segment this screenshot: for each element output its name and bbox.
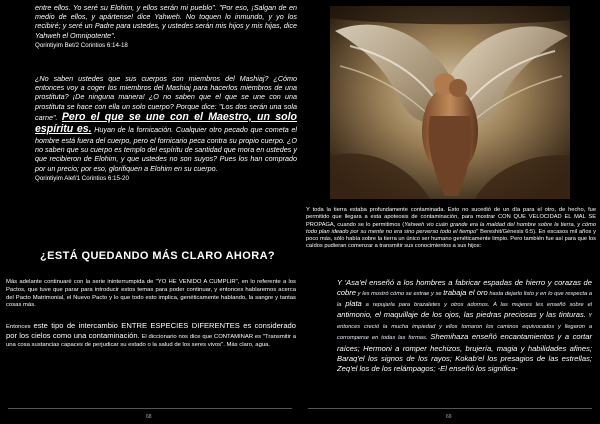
quote-block-2 [35, 74, 297, 183]
quote-segment: Y entonces creció la mucha impiedad y ellos tomaron los caminos equivocados y llegaron a corromperse en todas las formas. [337, 313, 592, 342]
paragraph-1: Más adelante continuaré con la serie ininterrumpida de "YO HE VENIDO A CUMPLIR", en lo referente a los Pactos, que tuve que parar para introducir estos temas para poder continuar, y entonces hablaremos acerca del Pacto Matrimonial, el Nuevo Pacto y lo que todo esto implica, genéticamente hablando, la sangre y tantas cosas más. [6, 279, 296, 309]
right-intro-paragraph [306, 207, 596, 251]
intro-quote: Yahweh vio cuán grande era la maldad del hombre sobre la tierra, y cómo todo plan ideado por su mente no era sino perverso todo el tiempo [306, 221, 597, 235]
intro-text-b: " Bereshit/Génesis 6:5). En escasos mil años y poco más, sólo había sobre la tierra un único ser humano genéticamente limpio. Pero también fue así para que los caídos pudieran comenzar a transmitir sus conocimientos a sus hijos: [306, 228, 596, 250]
quote-segment: trabaja el oro [443, 288, 488, 298]
page-number-right: 69 [446, 414, 452, 420]
quote-segment: Shemihaza enseñó encantamientos y a cortar raíces; Hermoni a romper hechizos, brujería, magia y habilidades afines; Baraq'el los signos de los rayos; Kokab'el los presagios de las estrellas; Zeq'el los de los relámpagos; -El enseñó los significa- [337, 332, 593, 373]
footer-rule [308, 408, 592, 409]
quote-segment: y les mostró cómo se extrae y se [356, 291, 444, 298]
paragraph-2-emphasis: este tipo de intercambio ENTRE ESPECIES DIFERENTES es considerado por los cielos como una contaminación. [6, 321, 296, 340]
quote-block-1 [35, 3, 297, 50]
fallen-angel-illustration [330, 6, 570, 199]
reference-1: Qorintiyim Bet/2 Corintios 6:14-18 [35, 41, 128, 49]
page-number-left: 68 [146, 414, 152, 420]
quote-2-text-b: Huyan de la fornicación. Cualquier otro pecado que cometa el hombre está fuera del cuerpo, pero el fornicario peca contra su propio cuerpo. ¿O no saben que su cuerpo es templo del espíritu de santidad que mora en ustedes y que recibieron de Elohim, y que ustedes no son suyos? Pues los han comprado por un precio; por eso, glorifiquen a Elohim en su cuerpo. [35, 125, 297, 173]
intro-text-a: Y toda la tierra estaba profundamente contaminada. Esto no sucedió de un día para el otro, de hecho, fue permitido que llegara a esta apoteosis de contaminación, para mostrar CON QUE VELOCIDAD EL MAL SE PROPAGA, cuando se lo permitimos ( [306, 207, 596, 228]
quote-segment: antimonio, el maquillaje de los ojos, las piedras preciosas y las tinturas. [337, 310, 586, 320]
quote-segment: a repujarla para brazaletes y otros adornos. A las mujeres les enseñó sobre el [361, 302, 592, 309]
paragraph-2 [6, 322, 296, 349]
right-page [300, 0, 600, 424]
paragraph-2-lead: Entonces [6, 324, 31, 330]
enoch-quote [337, 278, 592, 374]
quote-segment: plata [345, 299, 362, 309]
quote-segment: hasta dejarlo listo y en lo que respecta a la [337, 291, 592, 309]
quote-2-emphasis: Pero el que se une con el Maestro, un solo espíritu es. [35, 110, 298, 136]
quote-2-text-a: ¿No saben ustedes que sus cuerpos son miembros del Mashiaj? ¿Cómo entonces voy a coger los miembros del Mashiaj para hacerlos miembros de una prostituta? ¡De ninguna manera! ¿O no saben que el que se une con una prostituta se hace con ella un solo cuerpo? Porque dice: "Los dos serán una sola carne". [35, 74, 297, 122]
footer-rule [8, 408, 292, 409]
quote-segment: Y 'Asa'el enseñó a los hombres a fabricar espadas de hierro y corazas de cobre [337, 278, 592, 298]
section-heading: ¿ESTÁ QUEDANDO MÁS CLARO AHORA? [40, 250, 276, 262]
reference-2: Qorintiyim Alef/1 Corintios 6:15-20 [35, 174, 129, 182]
paragraph-2-tail: El diccionario nos dice que CONTAMINAR es "Transmitir a una cosa sustancias capaces de perjudicar su estado o la salud de los seres vivos". Más claro, agua. [6, 333, 297, 348]
quote-1-text: entre ellos. Yo seré su Elohim, y ellos serán mi pueblo". "Por eso, ¡Salgan de en medio de ellos, y apártense! dice Yahweh. No toquen lo inmundo, y yo los recibiré; y seré un Padre para ustedes, y ustedes serán mis hijos y mis hijas, dice Yahweh el Omnipotente". [35, 3, 297, 40]
